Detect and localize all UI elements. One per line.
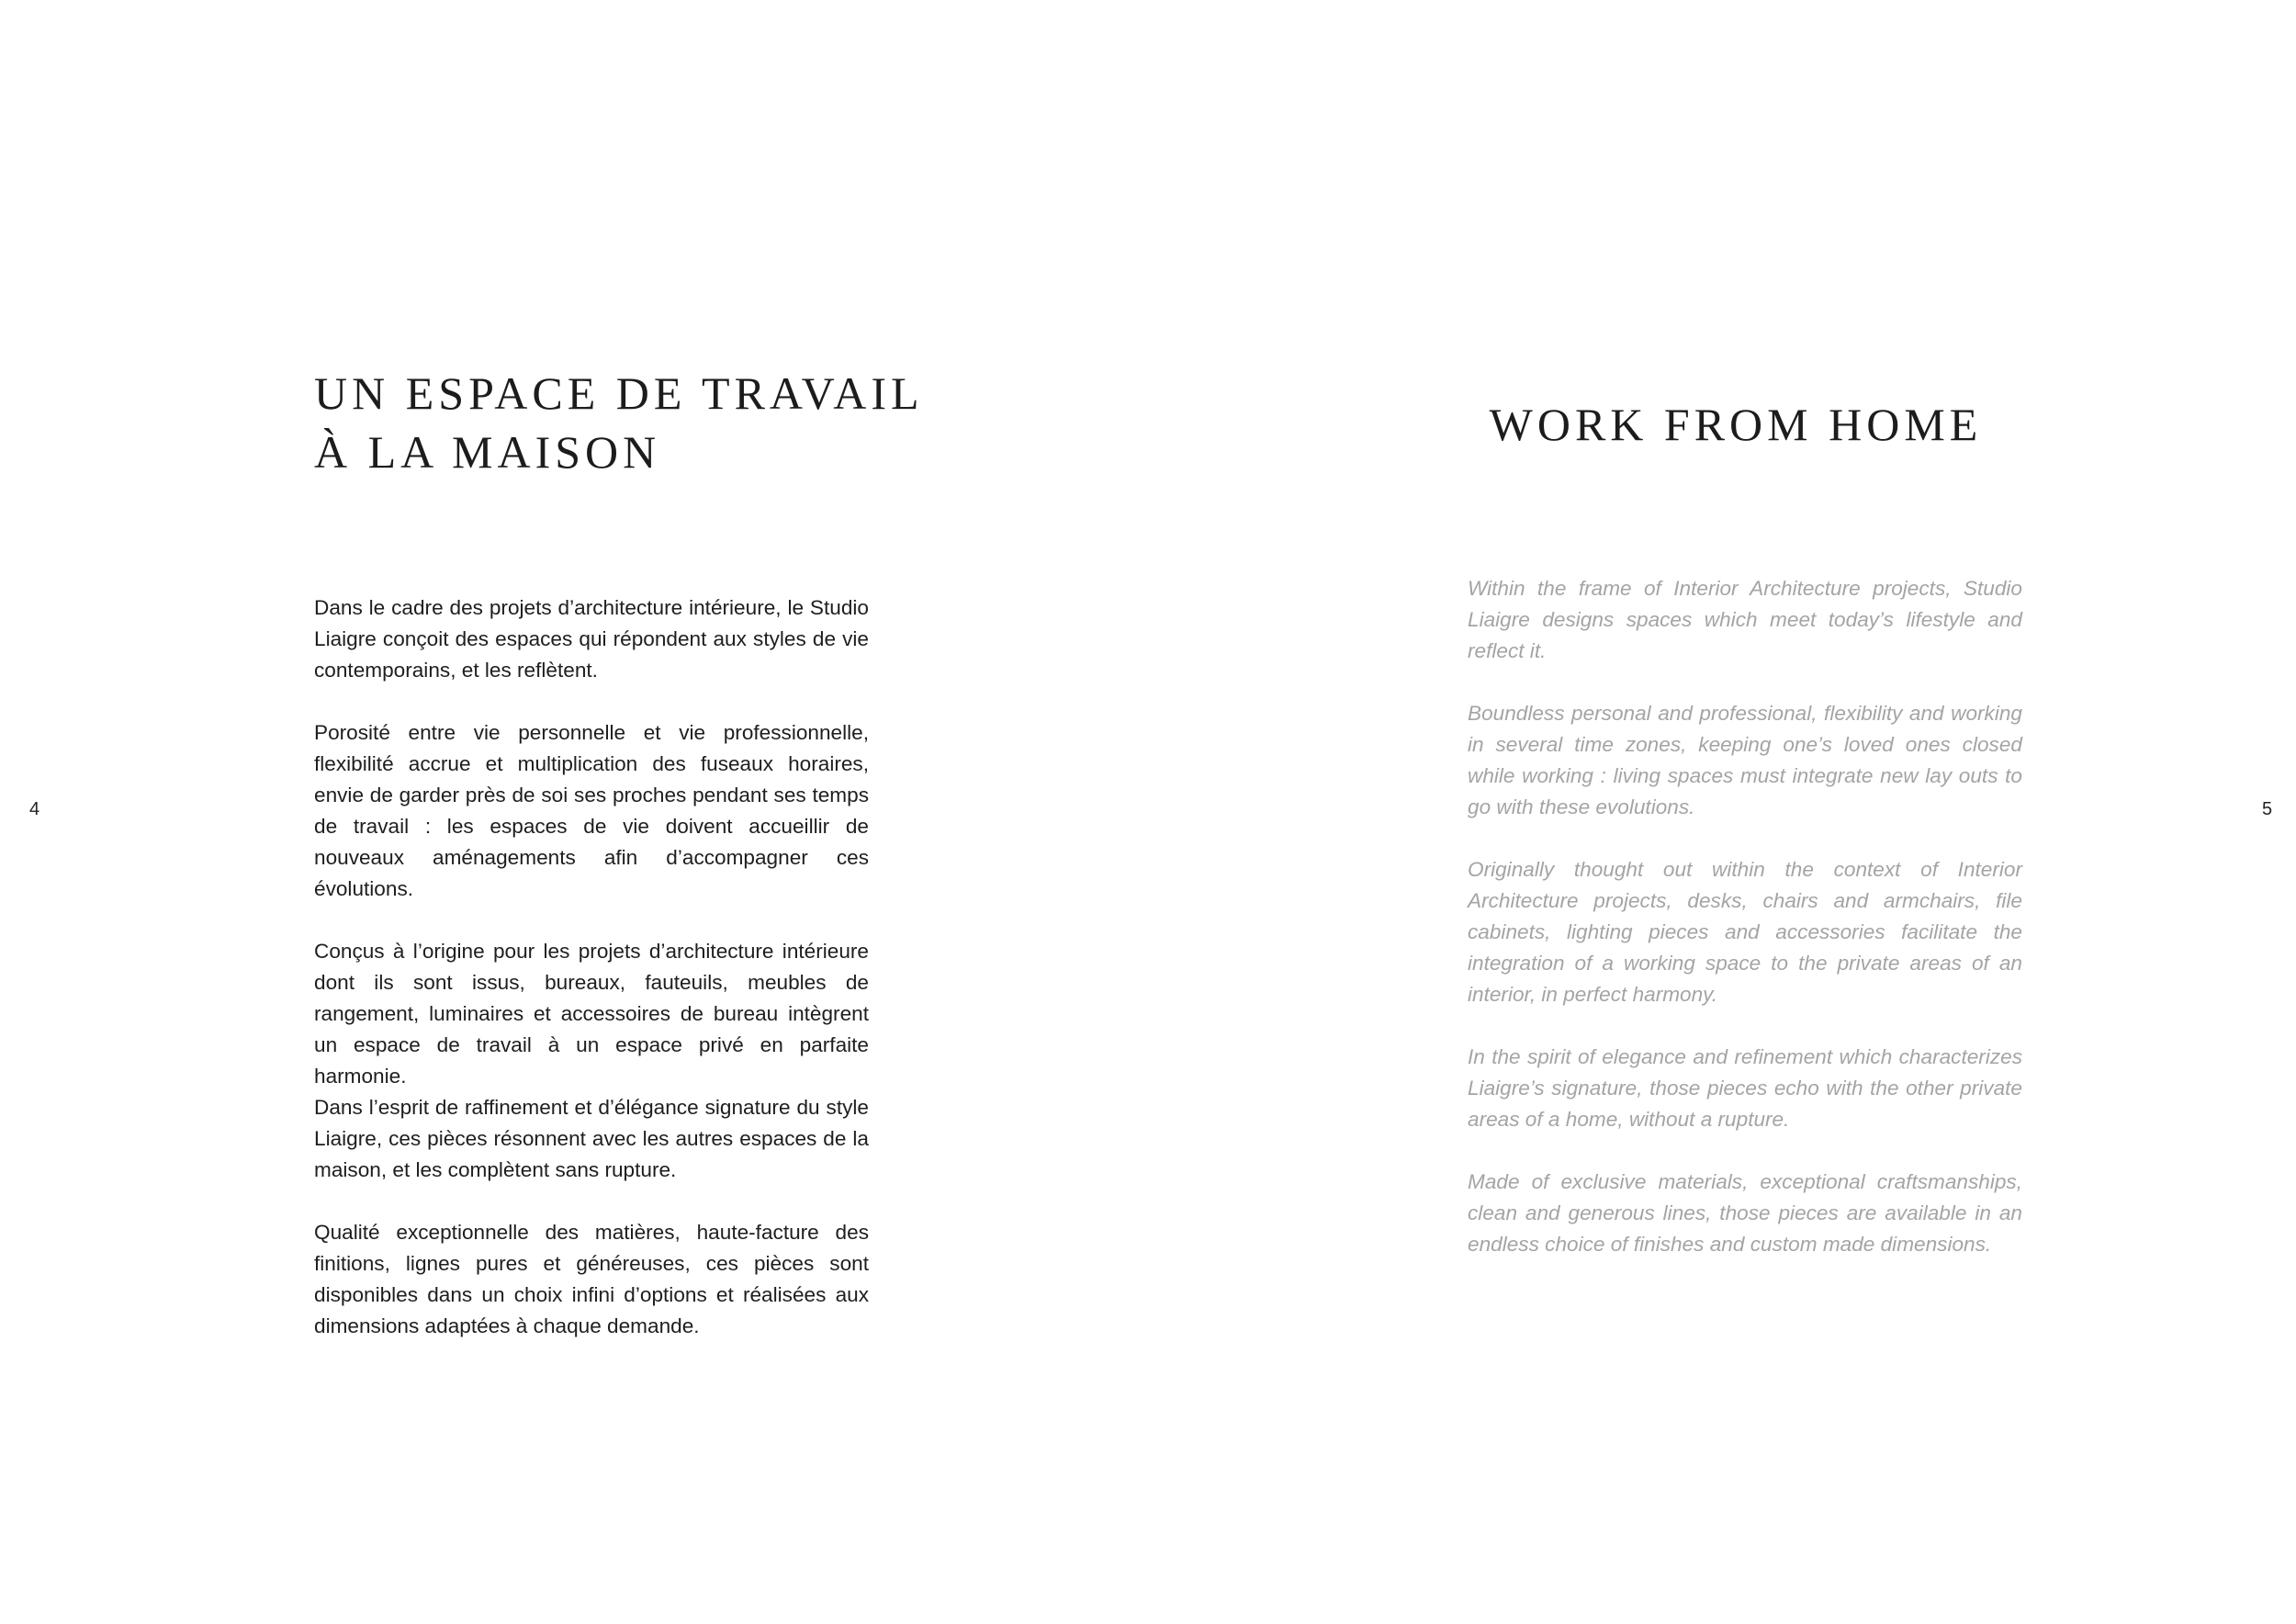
french-paragraph: Dans le cadre des projets d’architecture intérieure, le Studio Liaigre conçoit des espaces qui répondent aux styles de vie contemporains, et les reflètent. xyxy=(314,596,869,682)
page-number-left: 4 xyxy=(29,799,40,819)
french-title-line-1: UN ESPACE DE TRAVAIL xyxy=(314,367,924,419)
english-paragraph: Made of exclusive materials, exceptional craftsmanships, clean and generous lines, those pieces are available in an endless choice of finishes and custom made dimensions. xyxy=(1468,1170,2022,1256)
english-paragraph: In the spirit of elegance and refinement which characterizes Liaigre’s signature, those pieces echo with the other private areas of a home, without a rupture. xyxy=(1468,1045,2022,1131)
english-paragraph: Originally thought out within the context of Interior Architecture projects, desks, chairs and armchairs, file cabinets, lighting pieces and accessories facilitate the integration of a working space to the private areas of an interior, in perfect harmony. xyxy=(1468,858,2022,1006)
english-title: WORK FROM HOME xyxy=(1489,399,1983,450)
english-paragraph: Boundless personal and professional, flexibility and working in several time zones, keeping one’s loved ones closed while working : living spaces must integrate new lay outs to go with these evolutions. xyxy=(1468,702,2022,818)
french-body-text xyxy=(314,592,869,1373)
french-paragraph: Dans l’esprit de raffinement et d’élégance signature du style Liaigre, ces pièces résonnent avec les autres espaces de la maison, et les complètent sans rupture. xyxy=(314,1096,869,1181)
french-paragraph: Qualité exceptionnelle des matières, haute-facture des finitions, lignes pures et généreuses, ces pièces sont disponibles dans un choix infini d’options et réalisées aux dimensions adaptées à chaque demande. xyxy=(314,1221,869,1337)
english-body-text xyxy=(1468,573,2022,1291)
english-paragraph: Within the frame of Interior Architecture projects, Studio Liaigre designs spaces which meet today’s lifestyle and reflect it. xyxy=(1468,577,2022,662)
french-title xyxy=(314,364,924,481)
french-title-line-2: À LA MAISON xyxy=(314,426,661,478)
page-number-right: 5 xyxy=(2262,799,2273,819)
french-paragraph: Porosité entre vie personnelle et vie professionnelle, flexibilité accrue et multiplication des fuseaux horaires, envie de garder près de soi ses proches pendant ses temps de travail : les espaces de vie doivent accueillir de nouveaux aménagements afin d’accompagner ces évolutions. xyxy=(314,721,869,900)
french-paragraph: Conçus à l’origine pour les projets d’architecture intérieure dont ils sont issus, bureaux, fauteuils, meubles de rangement, luminaires et accessoires de bureau intègrent un espace de travail à un espace privé en parfaite harmonie. xyxy=(314,940,869,1088)
